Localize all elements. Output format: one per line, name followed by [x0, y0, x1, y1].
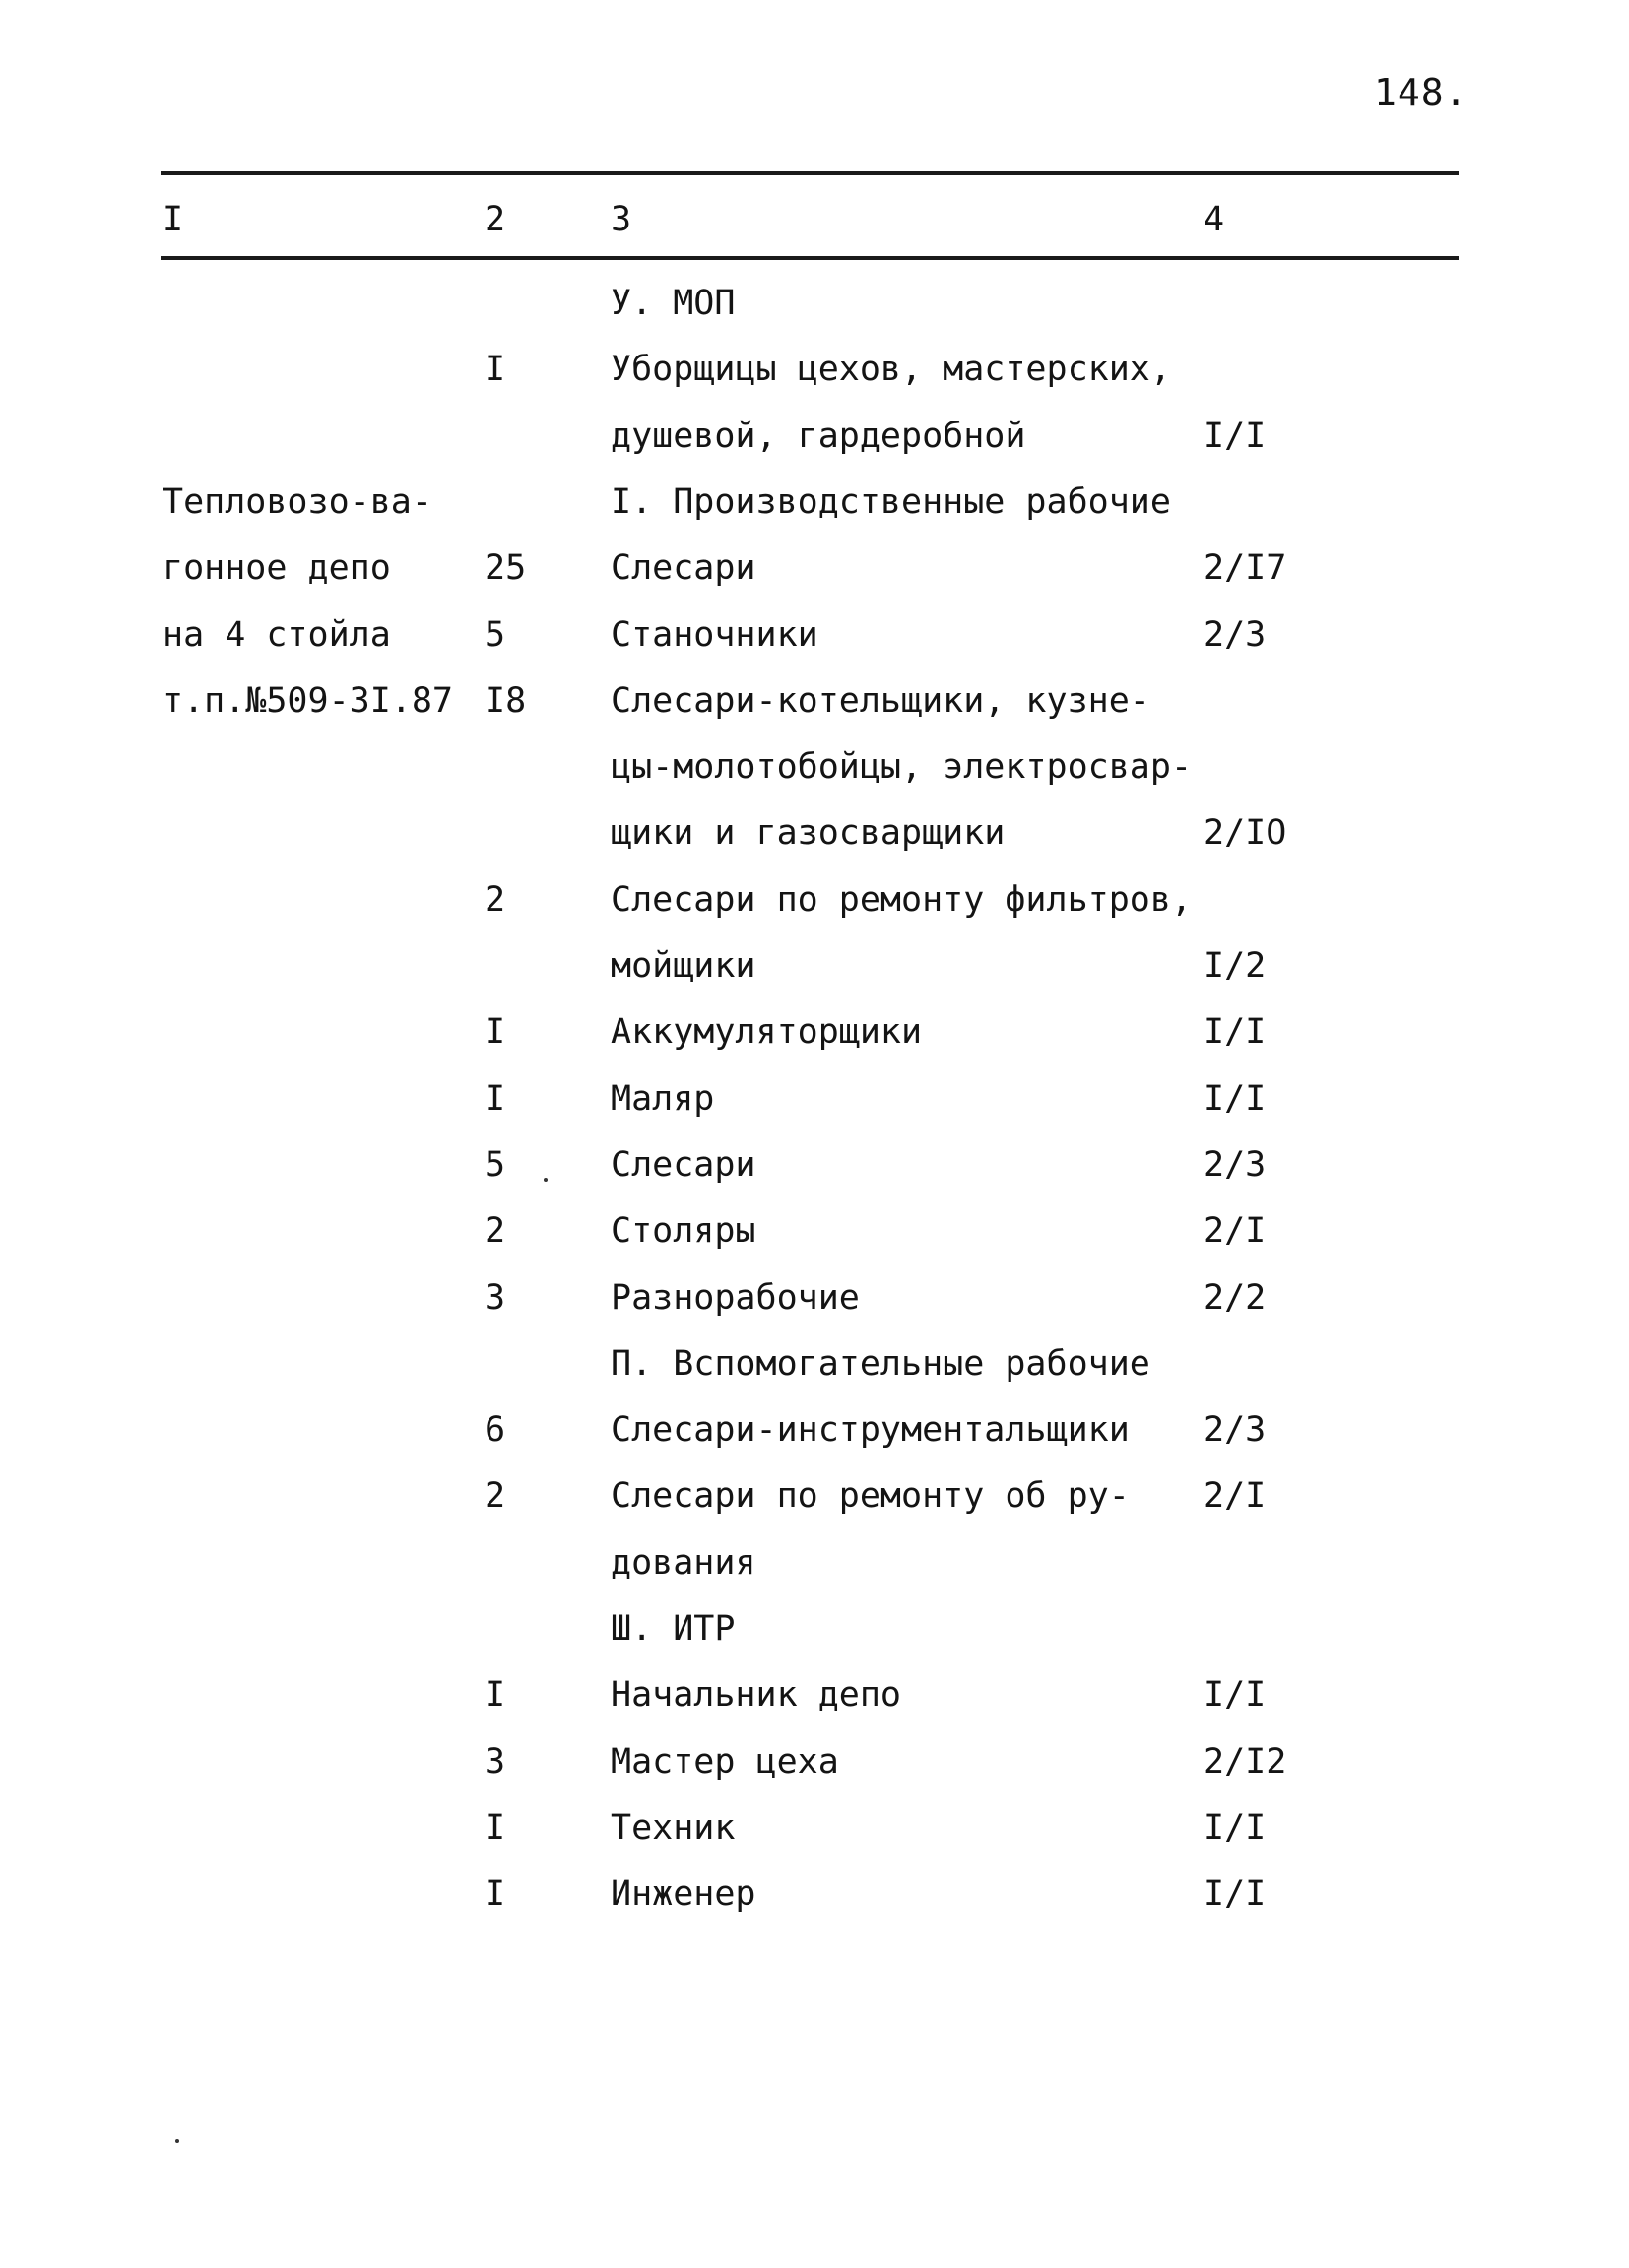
table-row: [0, 1007, 1629, 1057]
table-header-rule: [161, 256, 1459, 260]
table-row: [0, 1405, 1629, 1455]
row-occupation: Слесари по ремонту фильтров,: [611, 879, 1193, 920]
row-count: I: [485, 350, 506, 390]
row-count: 25: [485, 549, 527, 589]
row-occupation: Столяры: [611, 1211, 756, 1252]
table-row: [0, 1339, 1629, 1389]
row-occupation: У. МОП: [611, 284, 736, 323]
row-group: I/I: [1204, 1675, 1267, 1716]
depot-description-line: гонное депо: [163, 549, 391, 589]
row-occupation: мойщики: [611, 946, 756, 986]
header-col-3: 3: [611, 200, 632, 239]
row-count: 5: [485, 615, 506, 655]
row-group: 2/I7: [1204, 549, 1287, 589]
header-col-1: I: [163, 200, 184, 239]
row-count: I: [485, 1874, 506, 1914]
row-occupation: Уборщицы цехов, мастерских,: [611, 350, 1171, 390]
row-occupation: Слесари: [611, 549, 756, 589]
row-occupation: Техник: [611, 1807, 736, 1847]
row-occupation: душевой, гардеробной: [611, 416, 1026, 456]
row-occupation: Аккумуляторщики: [611, 1012, 923, 1053]
table-header: [0, 195, 1629, 244]
row-count: 3: [485, 1741, 506, 1782]
row-occupation: Маляр: [611, 1078, 715, 1119]
row-occupation: Слесари-инструментальщики: [611, 1410, 1130, 1451]
row-group: I/I: [1204, 416, 1267, 456]
row-count: I: [485, 1675, 506, 1716]
table-row: [0, 1538, 1629, 1588]
row-group: 2/I2: [1204, 1741, 1287, 1782]
row-count: 6: [485, 1410, 506, 1451]
table-row: [0, 1803, 1629, 1852]
table-row: [0, 1140, 1629, 1190]
table-row: [0, 1074, 1629, 1124]
row-count: 2: [485, 1476, 506, 1517]
table-row: [0, 279, 1629, 328]
row-occupation: Инженер: [611, 1874, 756, 1914]
depot-description-line: на 4 стойла: [163, 615, 391, 655]
header-col-4: 4: [1204, 200, 1225, 239]
row-group: 2/I: [1204, 1476, 1267, 1517]
row-occupation: I. Производственные рабочие: [611, 482, 1171, 522]
stray-dot: [544, 1178, 548, 1182]
row-group: 2/IO: [1204, 813, 1287, 854]
row-group: 2/I: [1204, 1211, 1267, 1252]
table-row: [0, 1604, 1629, 1653]
table-row: [0, 1670, 1629, 1719]
row-occupation: дования: [611, 1542, 756, 1583]
row-occupation: цы-молотобойцы, электросвар-: [611, 747, 1193, 788]
row-count: I: [485, 1807, 506, 1847]
row-occupation: щики и газосварщики: [611, 813, 1006, 854]
table-row: [0, 412, 1629, 461]
table-row: [0, 809, 1629, 858]
row-count: 2: [485, 1211, 506, 1252]
row-group: 2/2: [1204, 1277, 1267, 1318]
depot-description-line: т.п.№509-3I.87: [163, 680, 454, 721]
header-col-2: 2: [485, 200, 506, 239]
row-group: I/I: [1204, 1078, 1267, 1119]
row-count: I: [485, 1078, 506, 1119]
row-count: 2: [485, 879, 506, 920]
table-row: [0, 1273, 1629, 1323]
depot-description-line: Тепловозо-ва-: [163, 482, 432, 522]
row-group: 2/3: [1204, 1144, 1267, 1185]
row-group: I/I: [1204, 1807, 1267, 1847]
table-row: [0, 1737, 1629, 1786]
stray-dot: [175, 2139, 179, 2143]
row-group: I/I: [1204, 1874, 1267, 1914]
table-row: [0, 1471, 1629, 1521]
row-group: 2/3: [1204, 615, 1267, 655]
row-group: I/2: [1204, 946, 1267, 986]
row-occupation: Мастер цеха: [611, 1741, 839, 1782]
table-row: [0, 1869, 1629, 1918]
row-count: I: [485, 1012, 506, 1053]
row-occupation: Ш. ИТР: [611, 1609, 736, 1649]
table-row: [0, 941, 1629, 991]
table-top-rule: [161, 171, 1459, 175]
row-occupation: Слесари по ремонту об ру-: [611, 1476, 1130, 1517]
row-group: I/I: [1204, 1012, 1267, 1053]
row-count: 3: [485, 1277, 506, 1318]
row-count: I8: [485, 680, 527, 721]
row-occupation: П. Вспомогательные рабочие: [611, 1343, 1150, 1384]
table-row: [0, 743, 1629, 792]
row-group: 2/3: [1204, 1410, 1267, 1451]
table-row: [0, 1206, 1629, 1256]
row-occupation: Разнорабочие: [611, 1277, 860, 1318]
row-occupation: Слесари: [611, 1144, 756, 1185]
row-count: 5: [485, 1144, 506, 1185]
table-row: [0, 345, 1629, 394]
page-number: 148.: [1374, 71, 1468, 114]
table-row: [0, 875, 1629, 925]
row-occupation: Станочники: [611, 615, 818, 655]
row-occupation: Слесари-котельщики, кузне-: [611, 680, 1150, 721]
row-occupation: Начальник депо: [611, 1675, 902, 1716]
